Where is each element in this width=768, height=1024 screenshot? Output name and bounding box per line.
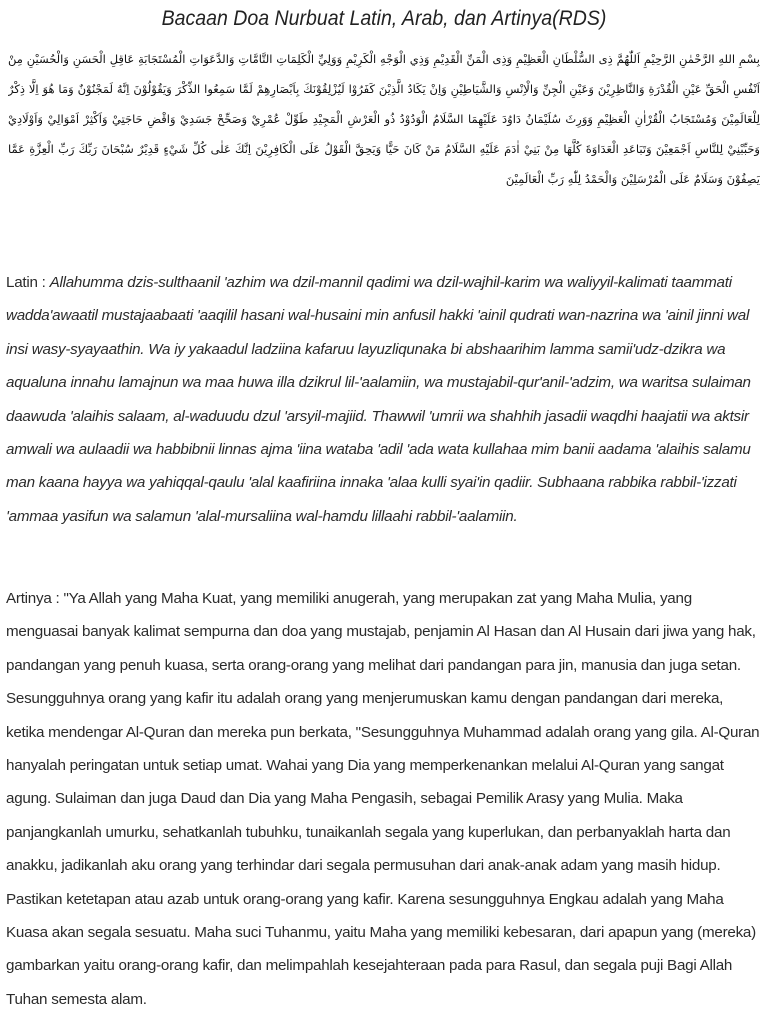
artinya-paragraph <box>6 582 762 1022</box>
latin-transliteration-text: Allahumma dzis-sulthaanil 'azhim wa dzil-mannil qadimi wa dzil-wajhil-karim wa waliyyil-kalimati taammati wadda'awaatil mustajaabaati 'aaqilil hasani wal-husaini min anfusil hakki 'ainil qudrati wan-nazrina wa 'ainil jinni wal insi wasy-syayaathin. Wa iy yakaadul ladziina kafaruu layuzliqunaka bi abshaarihim lamma samii'udz-dzikra wa aqualuna innahu lamajnun wa maa huwa illa dzikrul lil-'aalamiin, wa mustajabil-qur'anil-'adzim, wa waritsa sulaiman daawuda 'alaihis salaam, al-waduudu dzul 'arsyil-majiid. Thawwil 'umrii wa shahhih jasadii waqdhi haajatii wa aktsir amwali wa aulaadii wa habbibnii linnas ajma 'iina wataba 'adil 'ada wata kullahaa mim banii aadama 'alaihis salamu man kaana hayya wa yahiqqal-qaulu 'alal kaafiriina innaka 'alaa kulli syai'in qadiir. Subhaana rabbika rabbil-'izzati 'ammaa yasifun wa salamun 'alal-mursaliina wal-hamdu lillaahi rabbil-'aalamiin. <box>6 274 751 525</box>
artinya-label: Artinya : <box>6 590 64 607</box>
latin-paragraph <box>6 266 762 568</box>
artinya-translation-text: "Ya Allah yang Maha Kuat, yang memiliki anugerah, yang merupakan zat yang Maha Mulia, yang menguasai banyak kalimat sempurna dan doa yang mustajab, penjamin Al Hasan dan Al Husain dari jiwa yang hak, pandangan yang penuh kuasa, serta orang-orang yang melihat dari pandangan para jin, manusia dan juga setan. Sesungguhnya orang yang kafir itu adalah orang yang menjerumuskan kamu dengan pandangan dari mereka, ketika mendengar Al-Quran dan mereka pun berkata, "Sesungguhnya Muhammad adalah orang yang gila. Al-Quran hanyalah peringatan untuk setiap umat. Wahai yang Dia yang memperkenankan melalui Al-Quran yang sangat agung. Sulaiman dan juga Daud dan Dia yang Maha Pengasih, sebagai Pemilik Arasy yang Mulia. Maka panjangkanlah umurku, sehatkanlah tubuhku, tunaikanlah segala yang kuperlukan, dan perbanyaklah harta dan anakku, jadikanlah aku orang yang terhindar dari segala permusuhan dari anak-anak adam yang masih hidup. Pastikan ketetapan atau azab untuk orang-orang yang kafir. Karena sesungguhnya Engkau adalah yang Maha Kuasa akan segala sesuatu. Maha suci Tuhanmu, yaitu Maha yang memiliki kebesaran, dari apapun yang (mereka) gambarkan yaitu orang-orang kafir, dan melimpahlah kesejahteraan pada para Rasul, dan segala puji Bagi Allah Tuhan semesta alam. <box>6 590 760 1008</box>
latin-label: Latin : <box>6 274 50 291</box>
document-title: Bacaan Doa Nurbuat Latin, Arab, dan Artinya(RDS) <box>161 7 607 30</box>
arabic-prayer-text: بِسْمِ اللهِ الرَّحْمٰنِ الرَّحِيْمِ اَللّٰهُمَّ ذِى السُّلْطَانِ الْعَظِيْمِ وَذِى الْمَنِّ الْقَدِيْمِ وَذِي الْوَجْهِ الْكَرِيْمِ وَوَلِيِّ الْكَلِمَاتِ التَّامَّاتِ وَالدَّعَوَاتِ الْمُسْتَجَابَةِ عَاقِلِ الْحَسَنِ وَالْحُسَيْنِ مِنْ اَنْفُسِ الْحَقِّ عَيْنِ الْقُدْرَةِ وَالنَّاظِرِيْنَ وَعَيْنِ الْجِنِّ وَالْاِنْسِ وَالشَّيَاطِيْنِ وَاِنْ يَكَادُ الَّذِيْنَ كَفَرُوْا لَيُزْلِقُوْنَكَ بِاَبْصَارِهِمْ لَمَّا سَمِعُوا الذِّكْرَ وَيَقُوْلُوْنَ اِنَّهُ لَمَجْنُوْنٌ وَمَا هُوَ اِلَّا ذِكْرٌ لِلْعَالَمِيْنَ وَمُسْتَجَابُ الْقُرْاٰنِ الْعَظِيْمِ وَوَرِثَ سُلَيْمَانُ دَاوُدَ عَلَيْهِمَا السَّلَامُ الْوَدُوْدُ ذُو الْعَرْشِ الْمَجِيْدِ طَوِّلْ عُمْرِيْ وَصَحِّحْ جَسَدِيْ وَاقْضِ حَاجَتِيْ وَاَكْثِرْ اَمْوَالِيْ وَاَوْلَادِيْ وَحَبِّبْنِيْ لِلنَّاسِ اَجْمَعِيْنَ وَتَبَاعَدِ الْعَدَاوَةَ كُلَّهَا مِنْ بَنِيْ اٰدَمَ عَلَيْهِ السَّلَامُ مَنْ كَانَ حَيًّا وَيَحِقَّ الْقَوْلُ عَلَى الْكَافِرِيْنَ اِنَّكَ عَلٰى كُلِّ شَيْءٍ قَدِيْرٌ سُبْحَانَ رَبِّكَ رَبِّ الْعِزَّةِ عَمَّا يَصِفُوْنَ وَسَلَامٌ عَلَى الْمُرْسَلِيْنَ وَالْحَمْدُ لِلّٰهِ رَبِّ الْعَالَمِيْنَ <box>8 52 760 186</box>
